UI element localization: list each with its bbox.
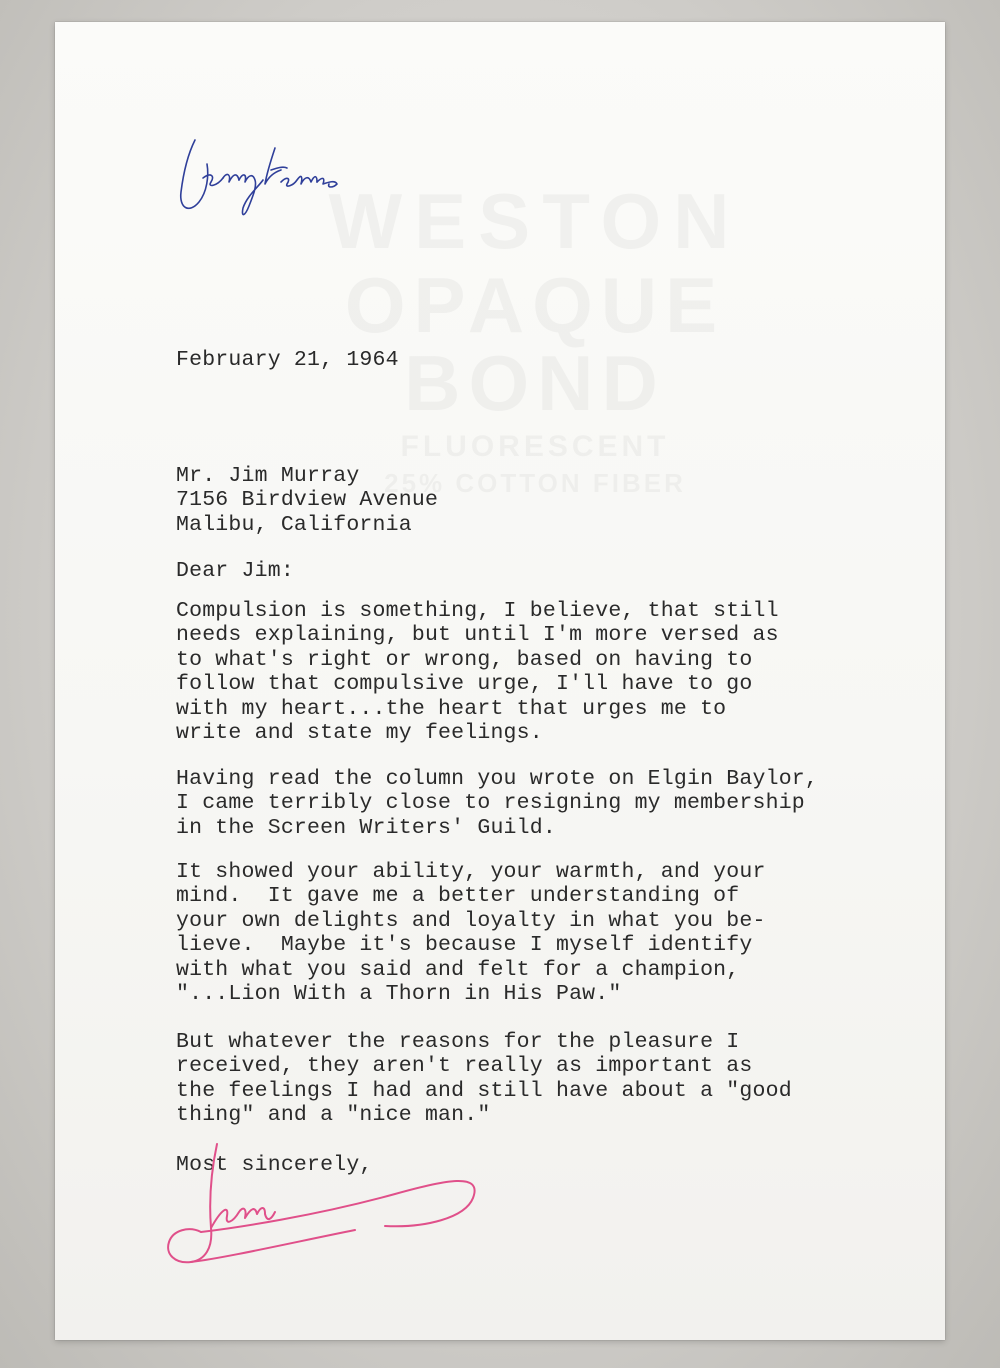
text-line: I came terribly close to resigning my membership: [176, 791, 805, 816]
text-line: with my heart...the heart that urges me to: [176, 696, 727, 721]
text-line: It showed your ability, your warmth, and your: [176, 860, 766, 884]
letter-date: February 21, 1964: [176, 348, 399, 372]
recipient-street: 7156 Birdview Avenue: [176, 488, 439, 513]
text-line: Having read the column you wrote on Elgin Baylor,: [176, 767, 819, 791]
watermark-line-4: 25% COTTON FIBER: [384, 468, 686, 498]
text-line: your own delights and loyalty in what you be-: [176, 908, 766, 933]
watermark-line-1: WESTON: [328, 177, 742, 265]
recipient-address: [176, 464, 438, 537]
recipient-name: Mr. Jim Murray: [176, 464, 360, 488]
text-line: mind. It gave me a better understanding of: [176, 884, 740, 909]
letter-page: [55, 22, 945, 1340]
closing: Most sincerely,: [176, 1153, 373, 1177]
text-line: thing" and a "nice man.": [176, 1103, 491, 1128]
paragraph-2: [176, 767, 818, 840]
text-line: to what's right or wrong, based on having to: [176, 647, 753, 672]
text-line: lieve. Maybe it's because I myself identify: [176, 933, 753, 958]
text-line: with what you said and felt for a champion,: [176, 957, 740, 982]
paragraph-4: [176, 1030, 792, 1128]
watermark-line-2: OPAQUE BOND: [344, 261, 726, 427]
watermark-line-3: FLUORESCENT: [400, 430, 670, 463]
autograph-signature: [167, 126, 347, 226]
text-line: needs explaining, but until I'm more versed as: [176, 623, 779, 648]
text-line: follow that compulsive urge, I'll have to go: [176, 672, 753, 697]
text-line: "...Lion With a Thorn in His Paw.": [176, 982, 622, 1007]
text-line: Compulsion is something, I believe, that still: [176, 599, 779, 623]
paper-watermark: [255, 177, 815, 498]
text-line: write and state my feelings.: [176, 721, 543, 746]
text-line: But whatever the reasons for the pleasure I: [176, 1030, 740, 1054]
recipient-city: Malibu, California: [176, 512, 412, 537]
text-line: the feelings I had and still have about a "good: [176, 1078, 792, 1103]
text-line: received, they aren't really as important as: [176, 1054, 753, 1079]
pink-signature: [155, 1132, 485, 1292]
salutation: Dear Jim:: [176, 559, 294, 583]
text-line: in the Screen Writers' Guild.: [176, 815, 556, 840]
paragraph-3: [176, 860, 766, 1006]
paragraph-1: [176, 599, 779, 745]
